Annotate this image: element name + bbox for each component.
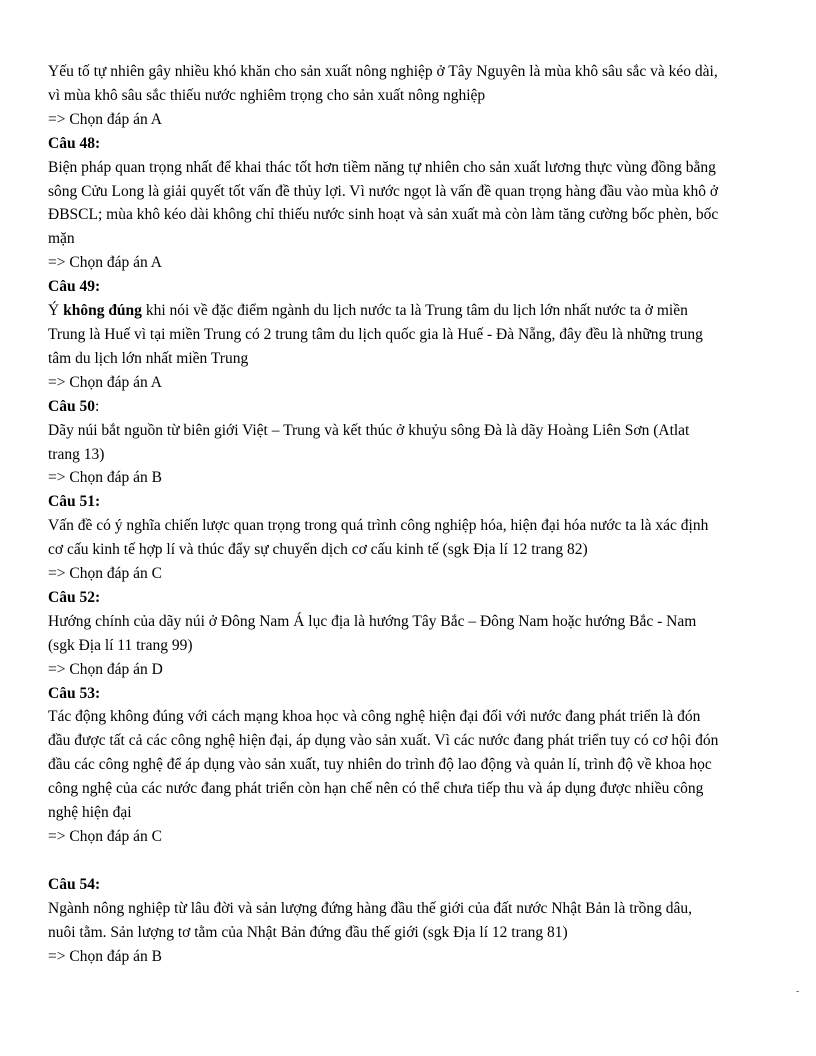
answer-line: => Chọn đáp án B — [48, 947, 162, 965]
paragraph-line: tâm du lịch lớn nhất miền Trung — [48, 349, 249, 367]
paragraph-line: đầu được tất cả các công nghệ hiện đại, áp dụng vào sản xuất. Vì các nước đang phát triển tuy có cơ hội đón — [48, 732, 719, 750]
paragraph-line: sông Cửu Long là giải quyết tốt vấn đề thủy lợi. Vì nước ngọt là vấn đề quan trọng hàng đầu vào mùa khô ở — [48, 182, 719, 200]
question-49 — [48, 275, 748, 395]
paragraph-line: cơ cấu kinh tế hợp lí và thúc đẩy sự chuyển dịch cơ cấu kinh tế (sgk Địa lí 12 trang 82) — [48, 541, 588, 559]
text-prefix: Ý — [48, 302, 64, 320]
answer-line: => Chọn đáp án B — [48, 469, 162, 487]
question-title-colon: : — [94, 397, 100, 415]
question-title-bold: Câu 50 — [48, 397, 95, 415]
paragraph-line — [48, 299, 748, 323]
paragraph-line: Trung là Huế vì tại miền Trung có 2 trung tâm du lịch quốc gia là Huế - Đà Nẵng, đây đều là những trung — [48, 325, 703, 343]
answer-line: => Chọn đáp án A — [48, 254, 162, 272]
intro-block — [48, 60, 748, 132]
paragraph-line: Vấn đề có ý nghĩa chiến lược quan trọng trong quá trình công nghiệp hóa, hiện đại hóa nước ta là xác định — [48, 517, 709, 535]
paragraph-line: Hướng chính của dãy núi ở Đông Nam Á lục địa là hướng Tây Bắc – Đông Nam hoặc hướng Bắc - Nam — [48, 612, 697, 630]
answer-line: => Chọn đáp án C — [48, 565, 162, 583]
question-title: Câu 53: — [48, 684, 101, 702]
answer-line: => Chọn đáp án A — [48, 373, 162, 391]
paragraph-line: Yếu tố tự nhiên gây nhiều khó khăn cho sản xuất nông nghiệp ở Tây Nguyên là mùa khô sâu sắc và kéo dài, — [48, 63, 718, 80]
text-rest: khi nói về đặc điểm ngành du lịch nước ta là Trung tâm du lịch lớn nhất nước ta ở miền — [141, 302, 688, 320]
paragraph-line: vì mùa khô sâu sắc thiếu nước nghiêm trọng cho sản xuất nông nghiệp — [48, 86, 486, 104]
question-title: Câu 52: — [48, 588, 101, 606]
question-51 — [48, 490, 748, 586]
paragraph-line: nghệ hiện đại — [48, 804, 132, 822]
question-54 — [48, 873, 748, 969]
blank-line — [48, 849, 748, 873]
answer-line: => Chọn đáp án A — [48, 110, 162, 128]
answer-line: => Chọn đáp án D — [48, 660, 163, 678]
question-48 — [48, 132, 748, 275]
emphasis-text: không đúng — [63, 302, 142, 320]
question-title: Câu 54: — [48, 875, 101, 893]
question-52 — [48, 586, 748, 682]
paragraph-line: công nghệ của các nước đang phát triển còn hạn chế nên có thể chưa tiếp thu và áp dụng được nhiều công — [48, 780, 704, 798]
paragraph-line: Biện pháp quan trọng nhất để khai thác tốt hơn tiềm năng tự nhiên cho sản xuất lương thực vùng đồng bằng — [48, 158, 716, 176]
question-title: Câu 48: — [48, 134, 101, 152]
question-53 — [48, 682, 748, 849]
footer-mark: - — [796, 986, 800, 997]
paragraph-line: mặn — [48, 230, 75, 248]
question-title — [48, 395, 748, 419]
answer-line: => Chọn đáp án C — [48, 828, 162, 845]
question-50 — [48, 395, 748, 491]
paragraph-line: Ngành nông nghiệp từ lâu đời và sản lượng đứng hàng đầu thế giới của đất nước Nhật Bản là trồng dâu, — [48, 899, 693, 917]
paragraph-line: nuôi tằm. Sản lượng tơ tằm của Nhật Bản đứng đầu thế giới (sgk Địa lí 12 trang 81) — [48, 923, 568, 941]
paragraph-line: Tác động không đúng với cách mạng khoa học và công nghệ hiện đại đối với nước đang phát triển là đón — [48, 708, 701, 726]
question-title: Câu 49: — [48, 278, 101, 296]
paragraph-line: ĐBSCL; mùa khô kéo dài không chỉ thiếu nước sinh hoạt và sản xuất mà còn làm tăng cường bốc phèn, bốc — [48, 206, 719, 224]
document-page — [48, 60, 748, 968]
paragraph-line: trang 13) — [48, 445, 105, 463]
paragraph-line: Dãy núi bắt nguồn từ biên giới Việt – Trung và kết thúc ở khuỷu sông Đà là dãy Hoàng Liên Sơn (Atlat — [48, 421, 690, 439]
paragraph-line: (sgk Địa lí 11 trang 99) — [48, 636, 193, 654]
question-title: Câu 51: — [48, 493, 101, 511]
paragraph-line: đầu các công nghệ để áp dụng vào sản xuất, tuy nhiên do trình độ lao động và quản lí, trình độ về khoa học — [48, 756, 712, 774]
